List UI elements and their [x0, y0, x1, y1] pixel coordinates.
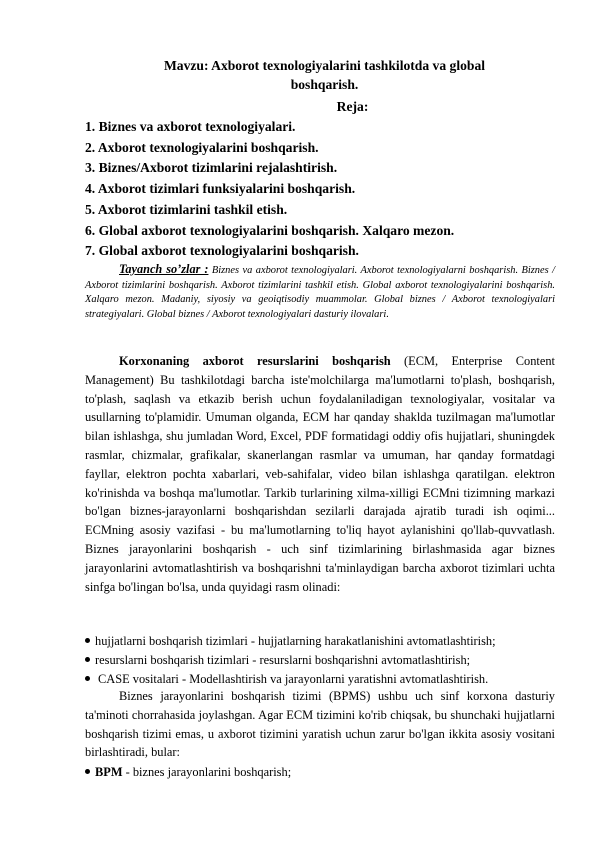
bullet-item	[85, 670, 555, 689]
plan-list	[85, 117, 560, 262]
bullet-text: resurslarni boshqarish tizimlari - resurslarni boshqarishni avtomatlashtirish;	[95, 653, 471, 667]
bullet-dot-icon	[85, 638, 90, 643]
bpm-lead: BPM	[95, 765, 123, 779]
bullet-dot-icon	[85, 676, 90, 681]
plan-item: 5. Axborot tizimlarini tashkil etish.	[85, 201, 288, 217]
bullet-dot-icon	[85, 657, 90, 662]
document-title	[85, 56, 560, 94]
ecm-lead: Korxonaning axborot resurslarini boshqarish	[119, 354, 391, 368]
bullet-item	[85, 763, 555, 782]
keywords-text: Biznes va axborot texnologiyalari. Axborot texnologiyalarni boshqarish. Biznes / Axborot tizimlarini boshqarish. Axborot tizimlarini tashkil etish. Global axborot texnologiyalarini boshqarish. Xalqaro mezon. Madaniy, siyosiy va geoiqtisodiy muammolar. Global biznes / Axborot texnologiyalari strategiyalari. Global biznes / Axborot texnologiyalari dasturiy ilovalari.	[85, 265, 555, 321]
bpms-paragraph: Biznes jarayonlarini boshqarish tizimi (BPMS) ushbu uch sinf korxona dasturiy ta'minoti chorrahasida joylashgan. Agar ECM tizimini ko'rib chiqsak, bu shunchaki hujjatlarni boshqarish tizimi emas, u axborot tizimini yaratish uchun zarur bo'lgan ikkita asosiy vositani birlashtiradi, bular:	[85, 689, 555, 760]
title-line-1: Mavzu: Axborot texnologiyalarini tashkilotda va global	[163, 58, 486, 73]
keywords-paragraph	[85, 262, 555, 323]
title-line-2: boshqarish.	[290, 77, 359, 92]
bullet-text: CASE vositalari - Modellashtirish va jarayonlarni yaratishni avtomatlashtirish.	[98, 672, 489, 686]
plan-item: 1. Biznes va axborot texnologiyalari.	[85, 119, 296, 134]
bullet-text: hujjatlarni boshqarish tizimlari - hujjatlarning harakatlanishini avtomatlashtirish;	[95, 634, 496, 648]
plan-heading: Reja:	[336, 99, 369, 114]
bullet-dot-icon	[85, 769, 90, 774]
plan-item: 6. Global axborot texnologiyalarini boshqarish. Xalqaro mezon.	[85, 222, 455, 238]
ecm-text: (ECM, Enterprise Content Management) Bu tashkilotdagi barcha iste'molchilarga ma'lumotlarni to'plash, boshqarish, to'plash, saqlash va etkazib berish uchun foydalaniladigan texnologiyalar, vositalar va usullarning to'plamidir. Umuman olganda, ECM har qanday shaklda tuzilmagan ma'lumotlar bilan ishlashga, shu jumladan Word, Excel, PDF formatidagi oddiy ofis hujjatlari, shuningdek rasmlar, chizmalar, grafikalar, skanerlangan rasmlar va umuman, har qanday formatdagi fayllar, elektron pochta xabarlari, veb-sahifalar, video bilan ishlashga qaratilgan. elektron ko'rinishda va boshqa ma'lumotlar. Tarkib turlarining xilma-xilligi ECMni tizimning markazi bo'lgan biznes-jarayonlarni boshqarishdan sezilarli darajada ajratib turadi ish oqimi... ECMning asosiy vazifasi - bu ma'lumotlarning to'liq hayot aylanishini qo'llab-quvvatlash. Biznes jarayonlarini boshqarish - uch sinf tizimlarining birlashmasida agar biznes jarayonlarini avtomatlashtirish va boshqarishni ta'minlaydigan barcha axborot tizimlari uchta sinfga bo'lingan bo'lsa, unda quyidagi rasm olinadi:	[85, 354, 555, 594]
bullet-item	[85, 632, 555, 651]
bpm-text: - biznes jarayonlarini boshqarish;	[122, 765, 292, 779]
plan-item: 2. Axborot texnologiyalarini boshqarish.	[85, 139, 319, 155]
plan-item: 4. Axborot tizimlari funksiyalarini boshqarish.	[85, 181, 356, 197]
plan-item: 3. Biznes/Axborot tizimlarini rejalashtirish.	[85, 160, 338, 176]
plan-item: 7. Global axborot texnologiyalarini boshqarish.	[85, 243, 359, 259]
keywords-label: Tayanch so’zlar :	[119, 262, 209, 276]
bullet-item	[85, 651, 555, 670]
ecm-paragraph	[85, 352, 555, 596]
